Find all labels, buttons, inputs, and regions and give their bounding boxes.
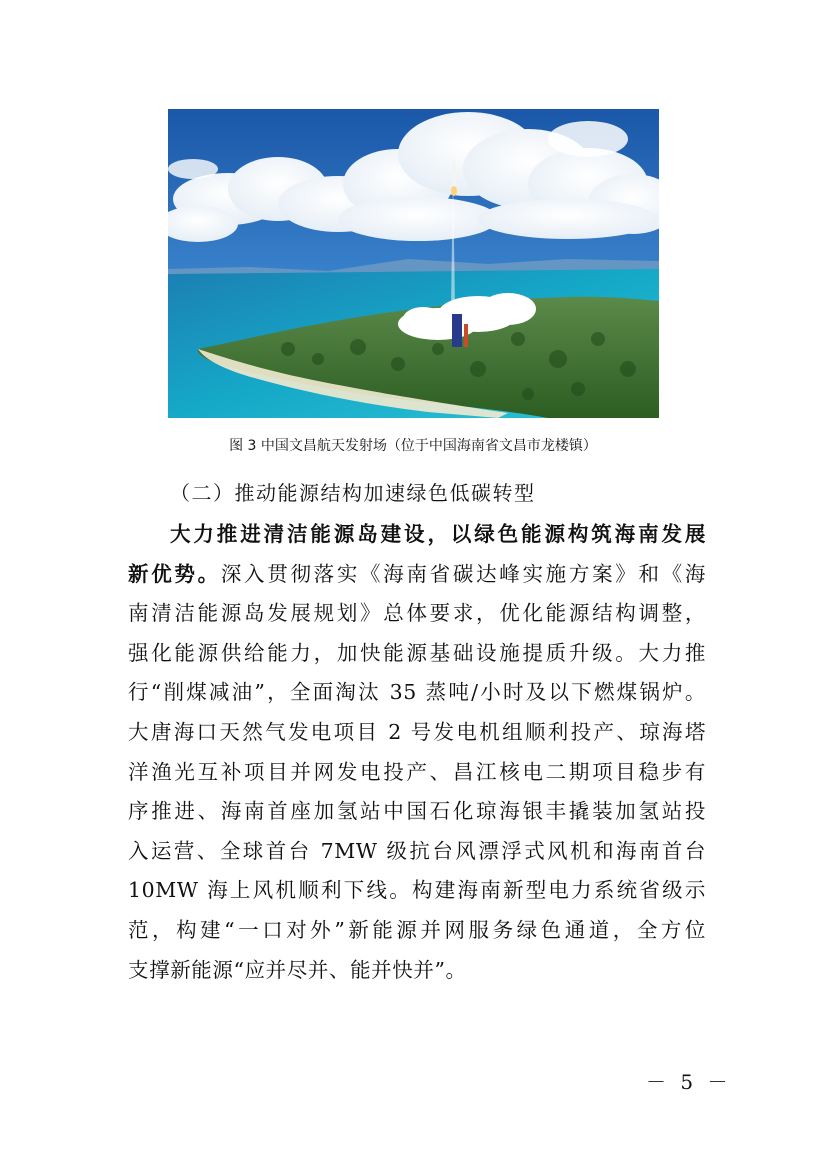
body-line bbox=[128, 911, 706, 951]
body-line bbox=[128, 792, 706, 832]
body-text-run: 行“削煤减油”，全面淘汰 35 蒸吨/小时及以下燃煤锅炉。 bbox=[128, 680, 706, 705]
body-line bbox=[128, 594, 706, 634]
figure-caption: 图 3 中国文昌航天发射场（位于中国海南省文昌市龙楼镇） bbox=[229, 438, 597, 454]
body-text-run: 10MW 海上风机顺利下线。构建海南新型电力系统省级示 bbox=[128, 878, 706, 903]
body-text-run: 强化能源供给能力，加快能源基础设施提质升级。大力推 bbox=[128, 640, 706, 665]
body-text-run: 序推进、海南首座加氢站中国石化琼海银丰撬装加氢站投 bbox=[128, 799, 706, 824]
body-line bbox=[128, 951, 706, 991]
body-text-run: 深入贯彻落实《海南省碳达峰实施方案》和《海 bbox=[220, 561, 706, 586]
page-number: － 5 － bbox=[646, 1070, 732, 1094]
body-text-run: 大唐海口天然气发电项目 2 号发电机组顺利投产、琼海塔 bbox=[128, 719, 706, 744]
body-line bbox=[128, 673, 706, 713]
body-line bbox=[128, 634, 706, 674]
body-line bbox=[128, 555, 706, 595]
body-text-run: 洋渔光互补项目并网发电投产、昌江核电二期项目稳步有 bbox=[128, 759, 706, 784]
section-subheading: （二）推动能源结构加速绿色低碳转型 bbox=[170, 481, 536, 505]
body-line bbox=[128, 515, 706, 555]
body-line bbox=[128, 832, 706, 872]
body-text-run: 范，构建“一口对外”新能源并网服务绿色通道，全方位 bbox=[128, 917, 706, 942]
body-text-run: 入运营、全球首台 7MW 级抗台风漂浮式风机和海南首台 bbox=[128, 838, 706, 863]
body-line bbox=[128, 871, 706, 911]
body-line bbox=[128, 713, 706, 753]
bold-lead-text: 新优势。 bbox=[128, 561, 221, 586]
body-text-run: 南清洁能源岛发展规划》总体要求，优化能源结构调整， bbox=[128, 601, 706, 626]
section-body bbox=[128, 515, 706, 990]
launch-site-photo bbox=[168, 109, 659, 418]
body-line bbox=[128, 753, 706, 793]
bold-lead-text: 大力推进清洁能源岛建设，以绿色能源构筑海南发展 bbox=[170, 522, 706, 546]
body-text-run: 支撑新能源“应并尽并、能并快并”。 bbox=[128, 957, 467, 982]
